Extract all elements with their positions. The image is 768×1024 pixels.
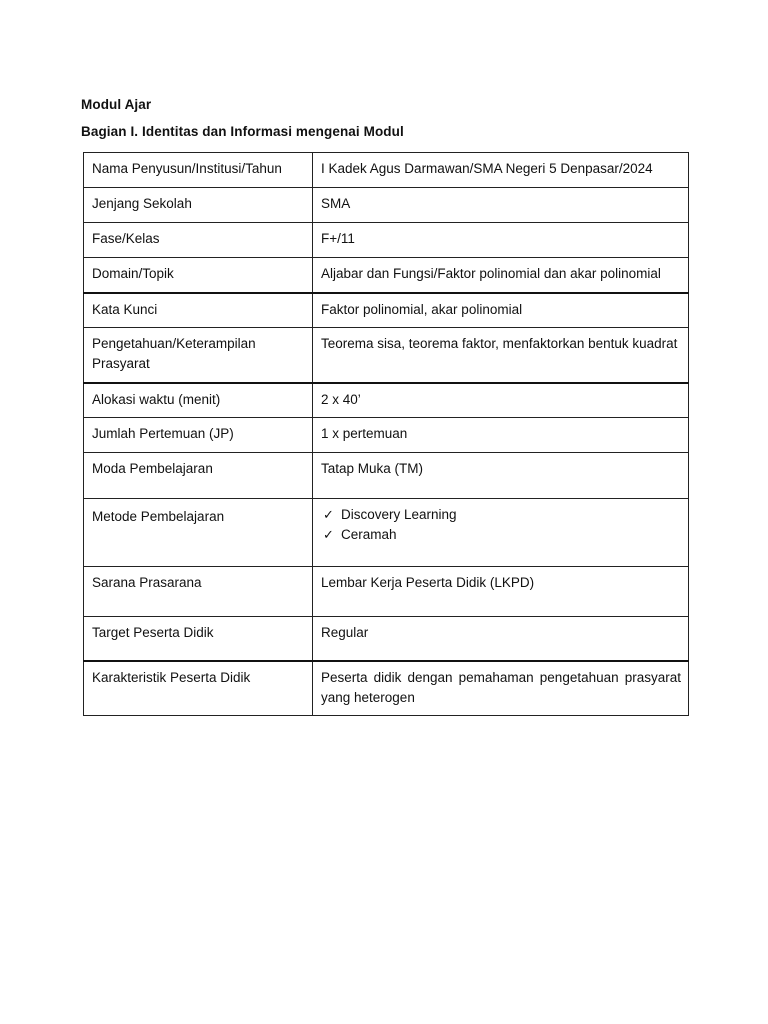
- row-label: Pengetahuan/Keterampilan Prasyarat: [84, 328, 313, 383]
- row-value: SMA: [313, 188, 689, 223]
- table-row: [84, 661, 689, 716]
- row-label: Sarana Prasarana: [84, 567, 313, 617]
- checkmark-icon: ✓: [323, 527, 334, 542]
- row-label: Nama Penyusun/Institusi/Tahun: [84, 153, 313, 188]
- row-label: Moda Pembelajaran: [84, 453, 313, 499]
- table-row: [84, 617, 689, 661]
- row-value: Regular: [313, 617, 689, 661]
- row-value: Tatap Muka (TM): [313, 453, 689, 499]
- table-row: [84, 567, 689, 617]
- row-label: Jenjang Sekolah: [84, 188, 313, 223]
- table-row: [84, 453, 689, 499]
- table-row: [84, 499, 689, 567]
- row-label: Jumlah Pertemuan (JP): [84, 418, 313, 453]
- row-label: Alokasi waktu (menit): [84, 383, 313, 418]
- row-label: Fase/Kelas: [84, 223, 313, 258]
- row-value: 2 x 40’: [313, 383, 689, 418]
- list-item: [323, 525, 681, 545]
- row-label: Target Peserta Didik: [84, 617, 313, 661]
- row-value: Lembar Kerja Peserta Didik (LKPD): [313, 567, 689, 617]
- row-value: I Kadek Agus Darmawan/SMA Negeri 5 Denpasar/2024: [313, 153, 689, 188]
- checkmark-icon: ✓: [323, 507, 334, 522]
- method-list: [321, 505, 681, 545]
- list-item-label: Ceramah: [341, 527, 397, 542]
- row-label: Domain/Topik: [84, 258, 313, 293]
- row-label: Kata Kunci: [84, 293, 313, 328]
- table-row: [84, 328, 689, 383]
- table-row: [84, 153, 689, 188]
- section-title: Bagian I. Identitas dan Informasi mengenai Modul: [81, 124, 404, 139]
- row-value: Faktor polinomial, akar polinomial: [313, 293, 689, 328]
- row-value: 1 x pertemuan: [313, 418, 689, 453]
- row-value: Peserta didik dengan pemahaman pengetahuan prasyarat yang heterogen: [313, 661, 689, 716]
- table-row: [84, 293, 689, 328]
- row-value: [313, 499, 689, 567]
- row-value: Aljabar dan Fungsi/Faktor polinomial dan akar polinomial: [313, 258, 689, 293]
- table-row: [84, 223, 689, 258]
- module-identity-table: [83, 152, 689, 716]
- table-row: [84, 188, 689, 223]
- row-label: Metode Pembelajaran: [84, 499, 313, 567]
- document-title: Modul Ajar: [81, 97, 152, 112]
- table-row: [84, 418, 689, 453]
- list-item: [323, 505, 681, 525]
- row-value: Teorema sisa, teorema faktor, menfaktorkan bentuk kuadrat: [313, 328, 689, 383]
- table-row: [84, 258, 689, 293]
- table-row: [84, 383, 689, 418]
- row-label: Karakteristik Peserta Didik: [84, 661, 313, 716]
- list-item-label: Discovery Learning: [341, 507, 457, 522]
- row-value: F+/11: [313, 223, 689, 258]
